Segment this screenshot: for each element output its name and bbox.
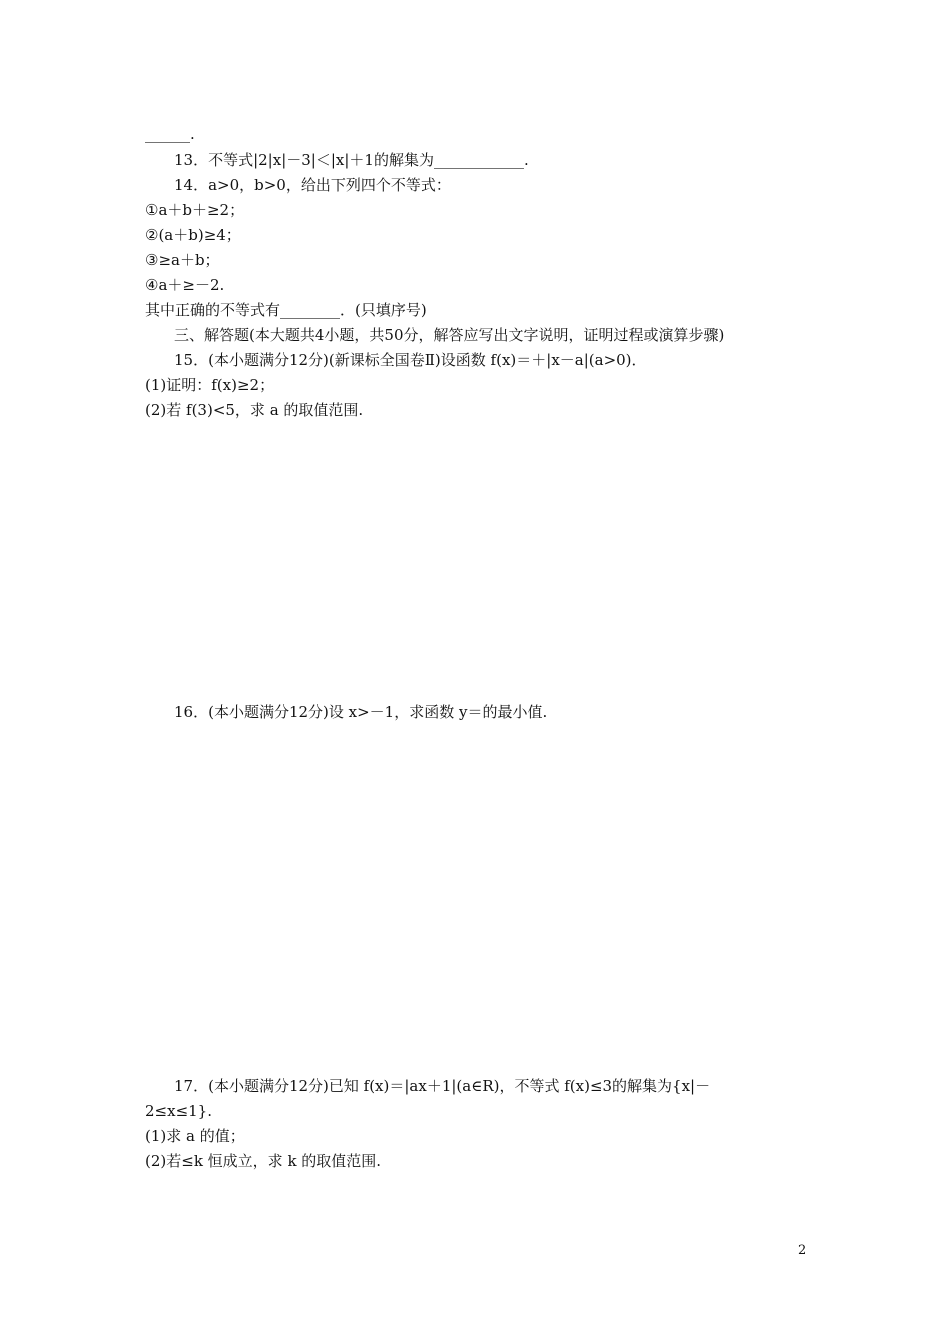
question-13: 13．不等式|2|x|－3|＜|x|＋1的解集为____________.	[174, 151, 529, 169]
question-17-continuation: 2≤x≤1}.	[145, 1102, 212, 1120]
inequality-2: ②(a＋b)≥4；	[145, 226, 241, 244]
section-3-heading: 三、解答题(本大题共4小题，共50分，解答应写出文字说明，证明过程或演算步骤)	[174, 326, 725, 344]
question-15-part-1: (1)证明：f(x)≥2；	[145, 376, 275, 394]
question-17: 17．(本小题满分12分)已知 f(x)＝|ax＋1|(a∈R)，不等式 f(x)≤3的解集为{x|－	[174, 1077, 711, 1095]
question-15: 15．(本小题满分12分)(新课标全国卷Ⅱ)设函数 f(x)＝＋|x－a|(a>0)．	[174, 351, 647, 369]
question-16: 16．(本小题满分12分)设 x>－1，求函数 y＝的最小值.	[174, 703, 548, 721]
inequality-1: ①a＋b＋≥2；	[145, 201, 245, 219]
question-14: 14．a>0，b>0，给出下列四个不等式：	[174, 176, 451, 194]
inequality-4: ④a＋≥－2.	[145, 276, 225, 294]
question-15-part-2: (2)若 f(3)<5，求 a 的取值范围.	[145, 401, 364, 419]
inequality-3: ③≥a＋b；	[145, 251, 220, 269]
blank-line-continuation: ______.	[145, 125, 195, 143]
question-14-answer-prompt: 其中正确的不等式有________．(只填序号)	[145, 301, 427, 319]
question-17-part-2: (2)若≤k 恒成立，求 k 的取值范围.	[145, 1152, 382, 1170]
page-number: 2	[798, 1243, 807, 1258]
question-17-part-1: (1)求 a 的值；	[145, 1127, 245, 1145]
